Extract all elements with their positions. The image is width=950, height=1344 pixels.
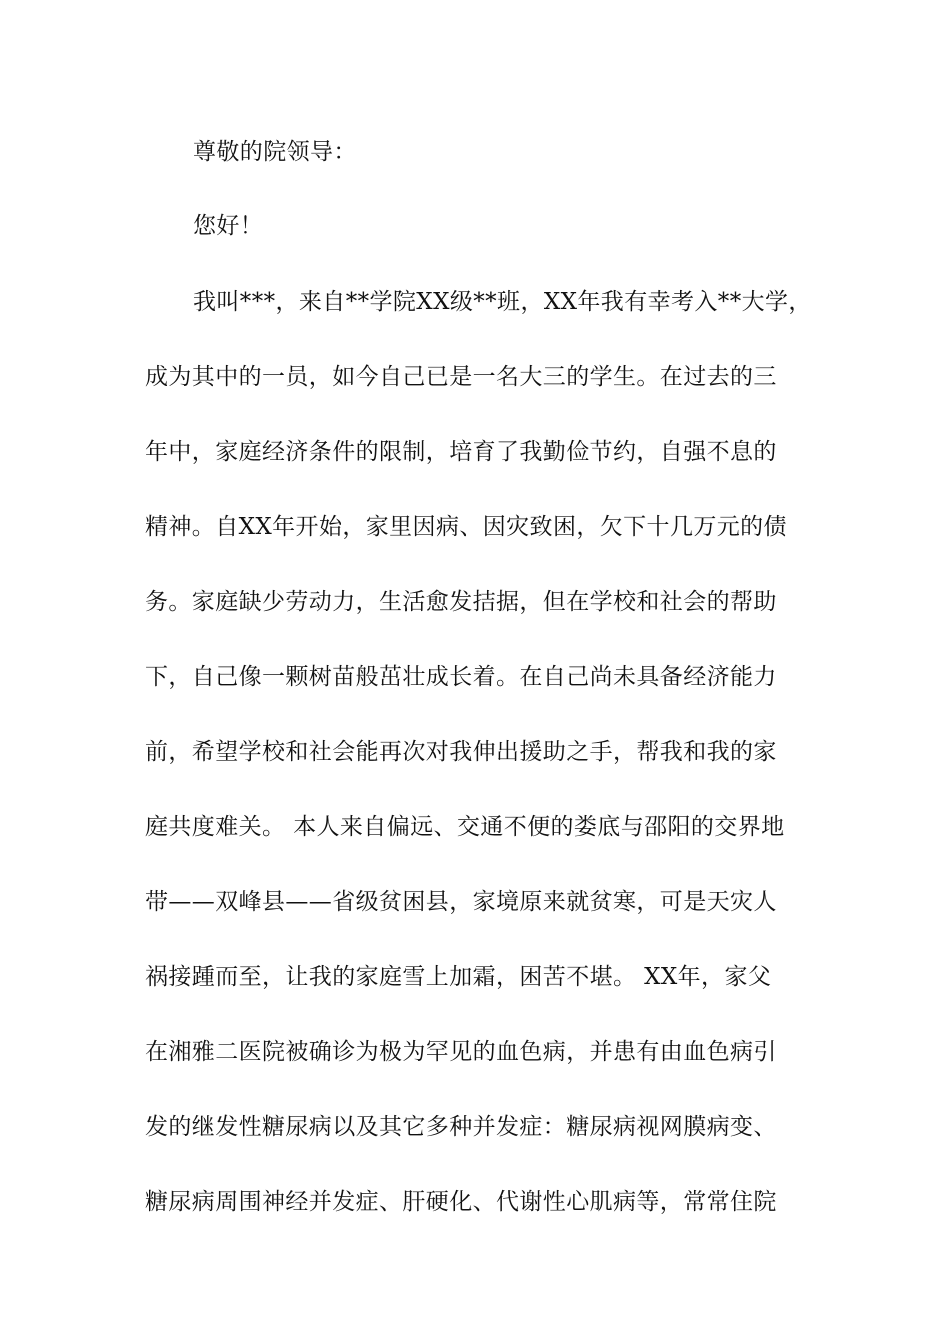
body-line-12: 发的继发性糖尿病以及其它多种并发症：糖尿病视网膜病变、 (145, 1114, 777, 1140)
body-line-2: 成为其中的一员，如今自己已是一名大三的学生。在过去的三 (145, 364, 777, 390)
greeting-line: 您好！ (193, 213, 264, 239)
body-line-9: 带——双峰县——省级贫困县，家境原来就贫寒，可是天灾人 (145, 889, 777, 915)
body-line-4: 精神。自XX年开始，家里因病、因灾致困，欠下十几万元的债 (145, 514, 787, 540)
body-line-5: 务。家庭缺少劳动力，生活愈发拮据，但在学校和社会的帮助 (145, 589, 777, 615)
salutation-line: 尊敬的院领导： (193, 139, 357, 165)
body-line-7: 前，希望学校和社会能再次对我伸出援助之手，帮我和我的家 (145, 739, 777, 765)
body-line-8: 庭共度难关。 本人来自偏远、交通不便的娄底与邵阳的交界地 (145, 814, 785, 840)
body-line-3: 年中，家庭经济条件的限制，培育了我勤俭节约，自强不息的 (145, 439, 777, 465)
body-line-10: 祸接踵而至，让我的家庭雪上加霜，困苦不堪。 XX年，家父 (145, 964, 772, 990)
body-line-13: 糖尿病周围神经并发症、肝硬化、代谢性心肌病等，常常住院 (145, 1189, 777, 1215)
body-line-11: 在湘雅二医院被确诊为极为罕见的血色病，并患有由血色病引 (145, 1039, 777, 1065)
body-line-1: 我叫***，来自**学院XX级**班，XX年我有幸考入**大学， (193, 289, 812, 315)
body-line-6: 下，自己像一颗树苗般茁壮成长着。在自己尚未具备经济能力 (145, 664, 777, 690)
